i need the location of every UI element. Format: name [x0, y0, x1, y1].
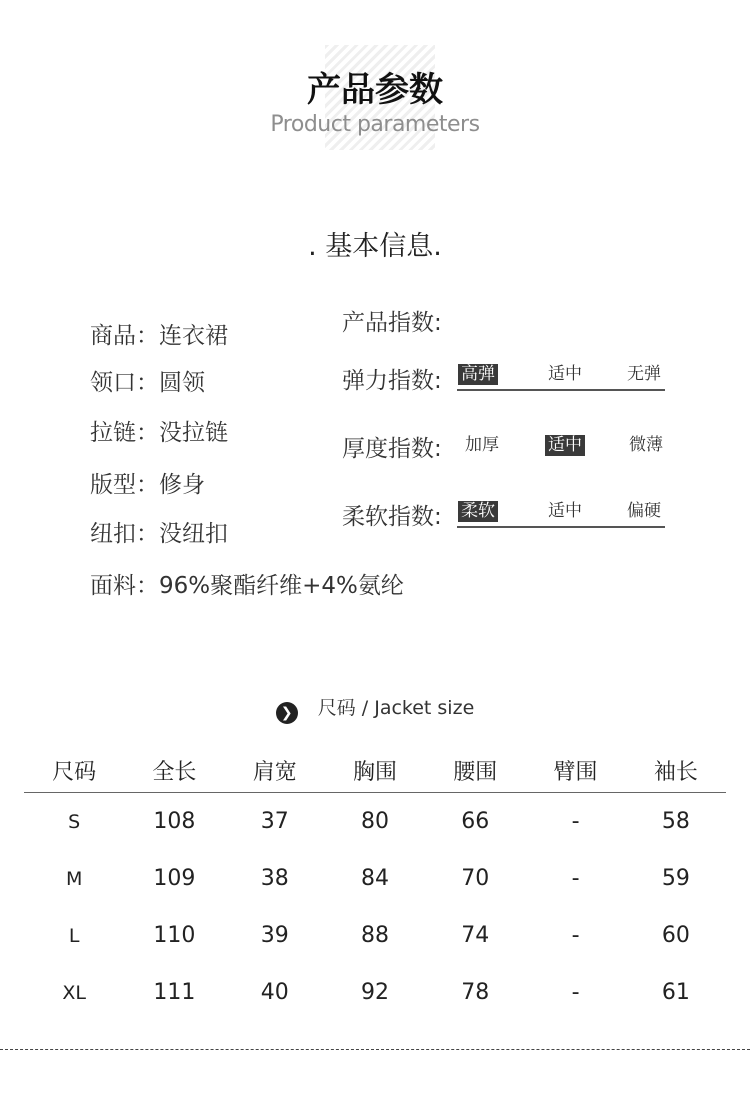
table-cell: 39: [260, 923, 289, 948]
table-cell: 38: [260, 866, 289, 891]
attr-zipper: 拉链：没拉链: [90, 420, 228, 446]
table-cell: 108: [153, 809, 196, 834]
softness-index: [342, 498, 672, 538]
table-cell: 37: [260, 809, 289, 834]
col-header-length: 全长: [124, 748, 224, 793]
table-row: [24, 793, 726, 851]
size-cell: XL: [62, 981, 86, 1004]
thickness-option: 微薄: [629, 435, 663, 455]
softness-option: 柔软: [458, 501, 498, 522]
col-header-bust: 胸围: [325, 748, 425, 793]
basic-info-title: . 基本信息.: [308, 231, 442, 262]
elasticity-option: 无弹: [627, 364, 661, 384]
size-table-heading-text: 尺码 / Jacket size: [317, 697, 475, 719]
attr-product: 商品：连衣裙: [90, 323, 228, 349]
softness-index-label: 柔软指数:: [342, 504, 442, 530]
table-cell: 84: [360, 866, 389, 891]
col-header-size: 尺码: [24, 748, 124, 793]
size-table-header-row: [24, 748, 726, 793]
table-cell: 66: [461, 809, 490, 834]
elasticity-option: 高弹: [458, 364, 498, 385]
softness-option: 适中: [548, 501, 582, 521]
table-cell: 61: [661, 980, 690, 1005]
thickness-index: [342, 430, 672, 470]
elasticity-index: [342, 362, 672, 402]
table-cell: -: [571, 866, 580, 891]
table-cell: 80: [360, 809, 389, 834]
softness-index-line: [457, 526, 665, 528]
size-cell: L: [68, 924, 80, 947]
thickness-index-label: 厚度指数:: [342, 436, 442, 462]
chevron-right-icon: ❯: [276, 702, 298, 724]
size-cell: M: [65, 867, 83, 890]
table-cell: 92: [360, 980, 389, 1005]
dashed-divider: [0, 1049, 750, 1050]
product-index-label: 产品指数:: [342, 310, 442, 336]
elasticity-option: 适中: [548, 364, 582, 384]
col-header-shoulder: 肩宽: [225, 748, 325, 793]
table-row: [24, 907, 726, 964]
table-cell: 109: [153, 866, 196, 891]
table-cell: 111: [153, 980, 196, 1005]
attr-fit: 版型：修身: [90, 472, 205, 498]
thickness-option: 适中: [545, 435, 585, 456]
softness-option: 偏硬: [627, 501, 661, 521]
table-cell: 58: [661, 809, 690, 834]
size-table: [24, 748, 726, 1021]
table-row: [24, 850, 726, 907]
table-cell: 74: [461, 923, 490, 948]
elasticity-index-label: 弹力指数:: [342, 368, 442, 394]
table-cell: 60: [661, 923, 690, 948]
attr-collar: 领口：圆领: [90, 370, 205, 396]
col-header-waist: 腰围: [425, 748, 525, 793]
attr-buttons: 纽扣：没纽扣: [90, 521, 228, 547]
table-cell: 59: [661, 866, 690, 891]
size-cell: S: [68, 810, 81, 833]
page-subtitle: Product parameters: [270, 112, 480, 137]
col-header-sleeve: 袖长: [626, 748, 726, 793]
thickness-option: 加厚: [465, 435, 499, 455]
table-cell: 78: [461, 980, 490, 1005]
elasticity-index-line: [457, 389, 665, 391]
table-cell: 70: [461, 866, 490, 891]
col-header-arm: 臂围: [525, 748, 625, 793]
table-cell: 88: [360, 923, 389, 948]
attr-fabric: 面料：96%聚酯纤维+4%氨纶: [90, 573, 404, 599]
table-cell: 40: [260, 980, 289, 1005]
table-cell: -: [571, 980, 580, 1005]
table-cell: -: [571, 809, 580, 834]
page-title: 产品参数: [307, 70, 443, 110]
table-cell: 110: [153, 923, 196, 948]
table-row: [24, 964, 726, 1021]
table-cell: -: [571, 923, 580, 948]
size-table-heading: [0, 693, 750, 724]
